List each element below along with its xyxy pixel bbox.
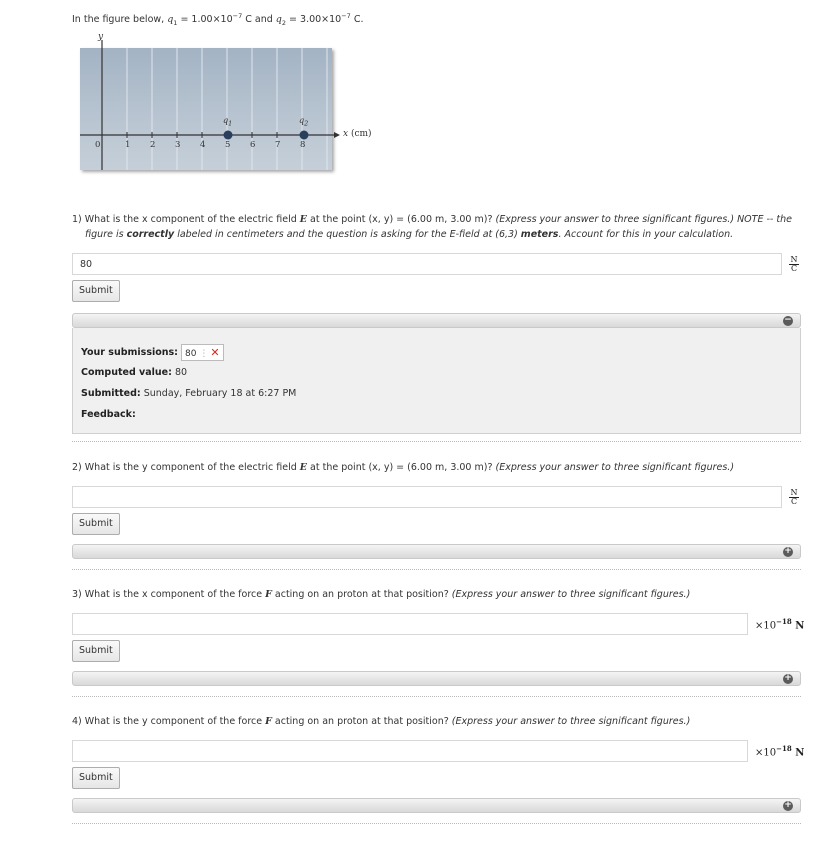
tick-label: 2 [150,140,156,150]
computed-value-row: Computed value: 80 [81,367,188,378]
expand-icon[interactable]: + [784,546,792,556]
unit-n-per-c: N C [790,255,798,273]
charge-q1-label: $q_1$ [223,116,233,128]
answer-3-input[interactable] [72,613,748,635]
tick-label: 4 [200,140,206,150]
feedback-row: Feedback: [81,409,136,420]
divider [72,696,801,697]
divider [72,823,801,824]
unit-e-18-n: $\times 10^{-18}$ N [755,744,805,759]
tick-label: 6 [250,140,256,150]
expand-icon[interactable]: + [784,800,792,810]
figure-axes [80,30,380,180]
submitted-time-row: Submitted: Sunday, February 18 at 6:27 PM [81,388,297,399]
submission-panel-header[interactable] [72,313,801,328]
submission-panel [72,328,801,434]
submission-panel-3-header[interactable] [72,671,801,686]
charge-q2 [300,131,309,140]
unit-e-18-n: $\times 10^{-18}$ N [755,617,805,632]
tick-label: 1 [125,140,131,150]
unit-n-per-c: N C [790,488,798,506]
submission-panel-4-header[interactable] [72,798,801,813]
tick-label: 3 [175,140,181,150]
question-2-text: 2) What is the y component of the electric field E at the point (x, y) = (6.00 m, 3.00 m)? (Express your answer to three significant figures.) [72,462,735,473]
charge-q1 [224,131,233,140]
charge-figure [80,30,380,180]
tick-label: 0 [95,140,101,150]
x-axis-label: x (cm) [343,129,372,139]
answer-4-input[interactable] [72,740,748,762]
expand-icon[interactable]: + [784,673,792,683]
divider [72,441,801,442]
intro-text: In the figure below, $q_1 = 1.00\times 10^{-7}$ C and $q_2 = 3.00\times 10^{-7}$ C. [72,12,364,28]
your-submissions-row: Your submissions: 80 ⋮ ✕ [81,344,224,361]
question-4-text: 4) What is the y component of the force F acting on an proton at that position? (Express your answer to three significant figures.) [72,716,691,727]
submit-4-button[interactable]: Submit [72,767,120,789]
collapse-icon[interactable]: − [784,315,792,325]
submit-3-button[interactable]: Submit [72,640,120,662]
charge-q2-label: $q_2$ [299,116,309,128]
incorrect-icon: ✕ [210,346,220,359]
answer-2-input[interactable] [72,486,782,508]
divider [72,569,801,570]
tick-label: 8 [300,140,306,150]
answer-1-input[interactable]: 80 [72,253,782,275]
tick-label: 5 [225,140,231,150]
submission-chip: 80 ⋮ ✕ [181,344,224,361]
question-3-text: 3) What is the x component of the force F acting on an proton at that position? (Express your answer to three significant figures.) [72,589,691,600]
question-1-text: 1) What is the x component of the electric field E at the point (x, y) = (6.00 m, 3.00 m)? (Express your answer to three significant figures.) NOTE -- the figure is correctly labeled in centimeters and the question is asking for the E-field at (6,3) meters. Account for this in your calculation. [72,214,792,240]
tick-label: 7 [275,140,281,150]
y-axis-label: y [98,32,104,42]
submit-1-button[interactable]: Submit [72,280,120,302]
submit-2-button[interactable]: Submit [72,513,120,535]
submission-panel-2-header[interactable] [72,544,801,559]
